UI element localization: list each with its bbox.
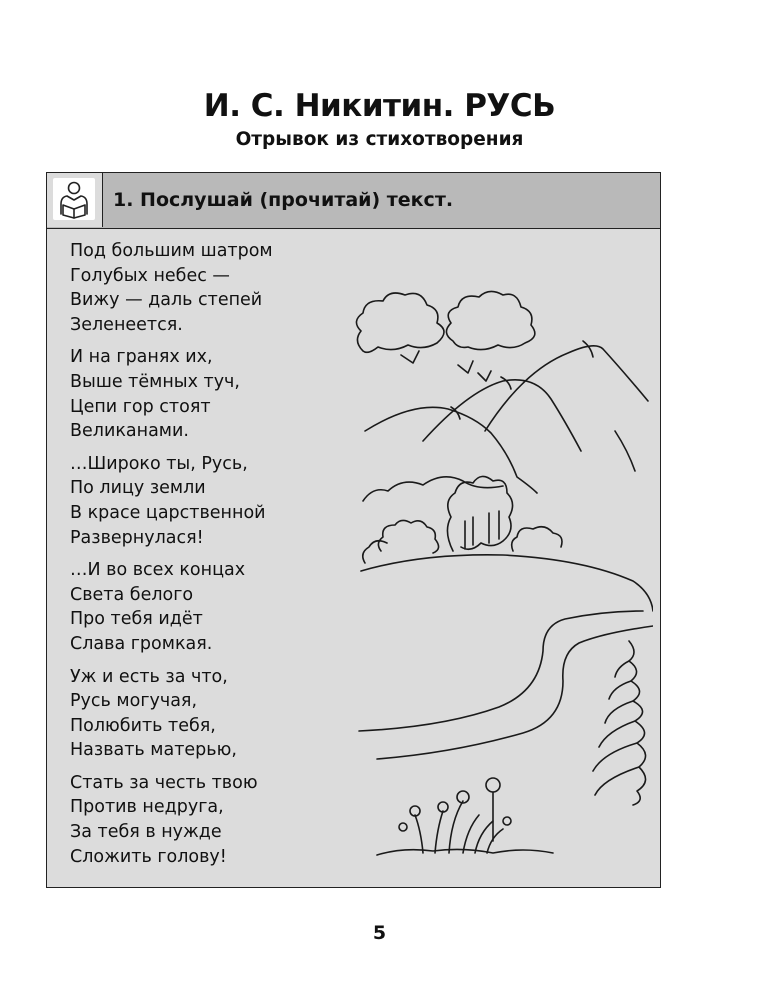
page-subtitle: Отрывок из стихотворения [235,129,524,150]
stanza [70,345,273,443]
stanza [70,558,273,656]
poem-line: Великанами. [70,421,189,442]
page-title: И. С. Никитин. РУСЬ [203,88,556,124]
poem-line: Уж и есть за что, [70,666,228,687]
poem-line: И на гранях их, [70,347,213,368]
poem-line: Назвать матерью, [70,740,237,761]
poem-line: Голубых небес — [70,265,230,286]
stanza [70,239,273,337]
poem-line: В красе царственной [70,502,266,523]
task-icon-box [47,173,103,227]
poem-line: Стать за честь твою [70,772,258,793]
mountains-mid [423,380,581,451]
poem-line: Сложить голову! [70,846,227,867]
poem-line: Выше тёмных туч, [70,371,240,392]
task-box [46,172,661,888]
poem-line: Под большим шатром [70,241,273,261]
poem-line: Цепи гор стоят [70,396,211,417]
poem-line: Вижу — даль степей [70,290,263,311]
task-instruction: 1. Послушай (прочитай) текст. [113,189,454,211]
poem-line: По лицу земли [70,478,206,499]
task-header [47,173,660,229]
cloud-right [446,291,534,349]
mountains-front [365,407,537,493]
mountains-back [485,346,648,431]
poem-line: Полюбить тебя, [70,715,216,736]
poem-line: Про тебя идёт [70,609,203,630]
grass [377,849,553,855]
poem-line: За тебя в нужде [70,822,222,843]
stanza [70,452,273,550]
poem-line: …И во всех концах [70,560,246,581]
poem-line: Русь могучая, [70,691,198,712]
poem-line: Развернулася! [70,527,204,548]
poem-line: …Широко ты, Русь, [70,453,248,474]
poem-text [70,239,273,877]
stanza [70,771,273,869]
poem-line: Против недруга, [70,797,224,818]
stanza [70,665,273,763]
page-number: 5 [372,922,387,944]
landscape-illustration [303,281,653,875]
child-reading-book-icon [53,178,95,220]
cloud-left [356,293,444,352]
poem-line: Света белого [70,584,194,605]
poem-line: Зеленеется. [70,314,183,335]
road-left [359,611,643,731]
hill [361,555,653,611]
poem-line: Слава громкая. [70,633,213,654]
